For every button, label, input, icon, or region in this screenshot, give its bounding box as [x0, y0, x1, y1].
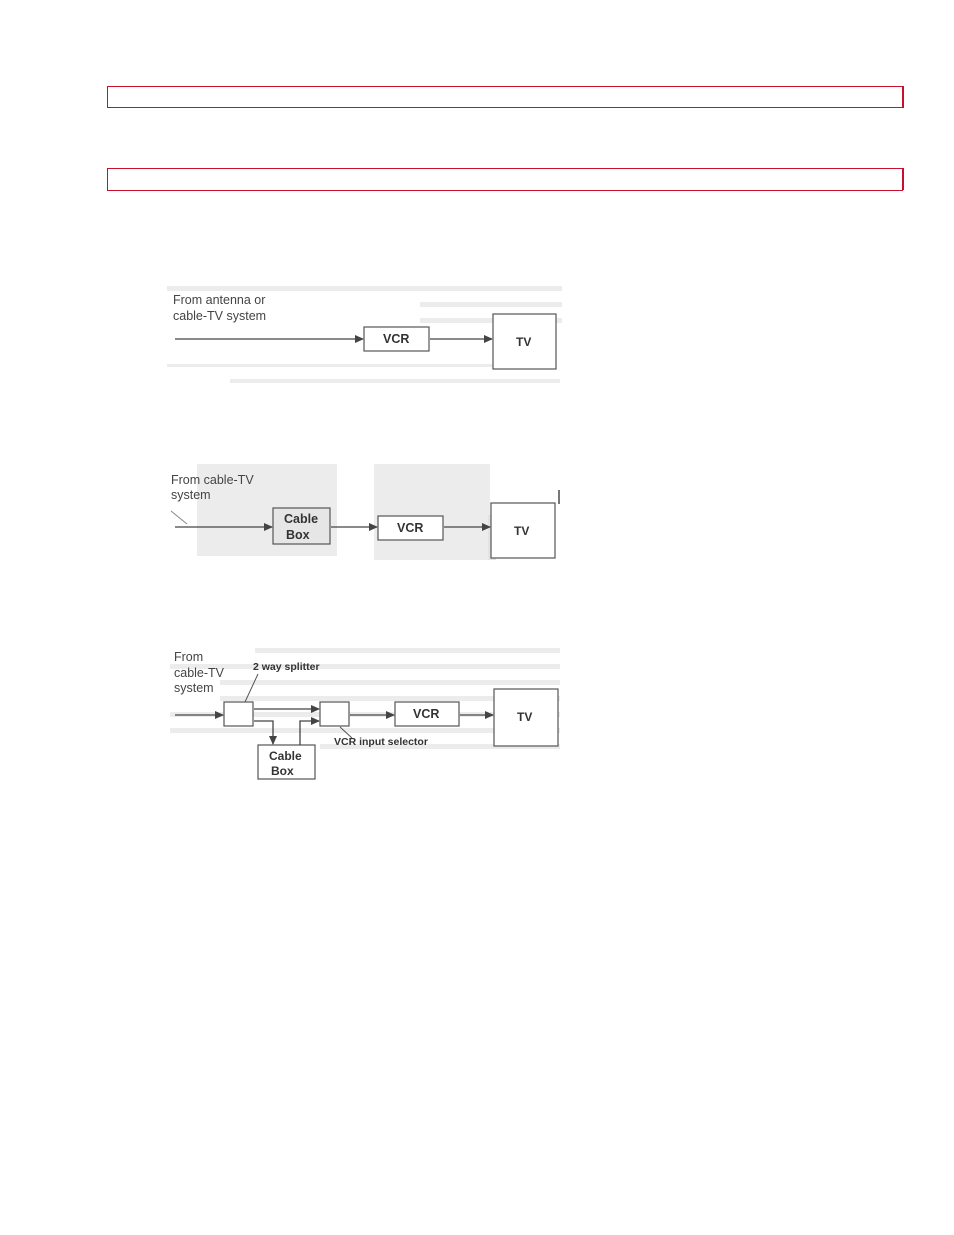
- cable-box-label-line1: Cable: [269, 749, 302, 763]
- splitter-box: [224, 702, 253, 726]
- cable-box-label-line1: Cable: [284, 512, 319, 526]
- diagram-cablebox-vcr-tv: [171, 464, 560, 560]
- cable-box-label-line2: Box: [286, 528, 310, 542]
- vcr-label: VCR: [397, 521, 424, 535]
- source-label-line1: From cable-TV: [171, 473, 254, 487]
- source-label-line3: system: [174, 681, 214, 695]
- splitter-label: 2 way splitter: [253, 661, 320, 673]
- vcr-input-selector-label: VCR input selector: [334, 736, 428, 748]
- diagram-splitter-cablebox-selector-vcr-tv: [170, 648, 560, 779]
- tv-label: TV: [516, 335, 532, 349]
- vcr-label: VCR: [383, 332, 410, 346]
- source-label-line2: cable-TV: [174, 666, 225, 680]
- cable-box-label-line2: Box: [271, 764, 294, 778]
- vcr-label: VCR: [413, 707, 440, 721]
- diagram-antenna-vcr-tv: [167, 286, 562, 383]
- source-label-line1: From antenna or: [173, 293, 266, 307]
- vcr-input-selector-box: [320, 702, 349, 726]
- source-label-line1: From: [174, 650, 204, 664]
- source-label-line2: system: [171, 488, 211, 502]
- source-label-line2: cable-TV system: [173, 309, 267, 323]
- tv-label: TV: [517, 710, 533, 724]
- tv-label: TV: [514, 524, 530, 538]
